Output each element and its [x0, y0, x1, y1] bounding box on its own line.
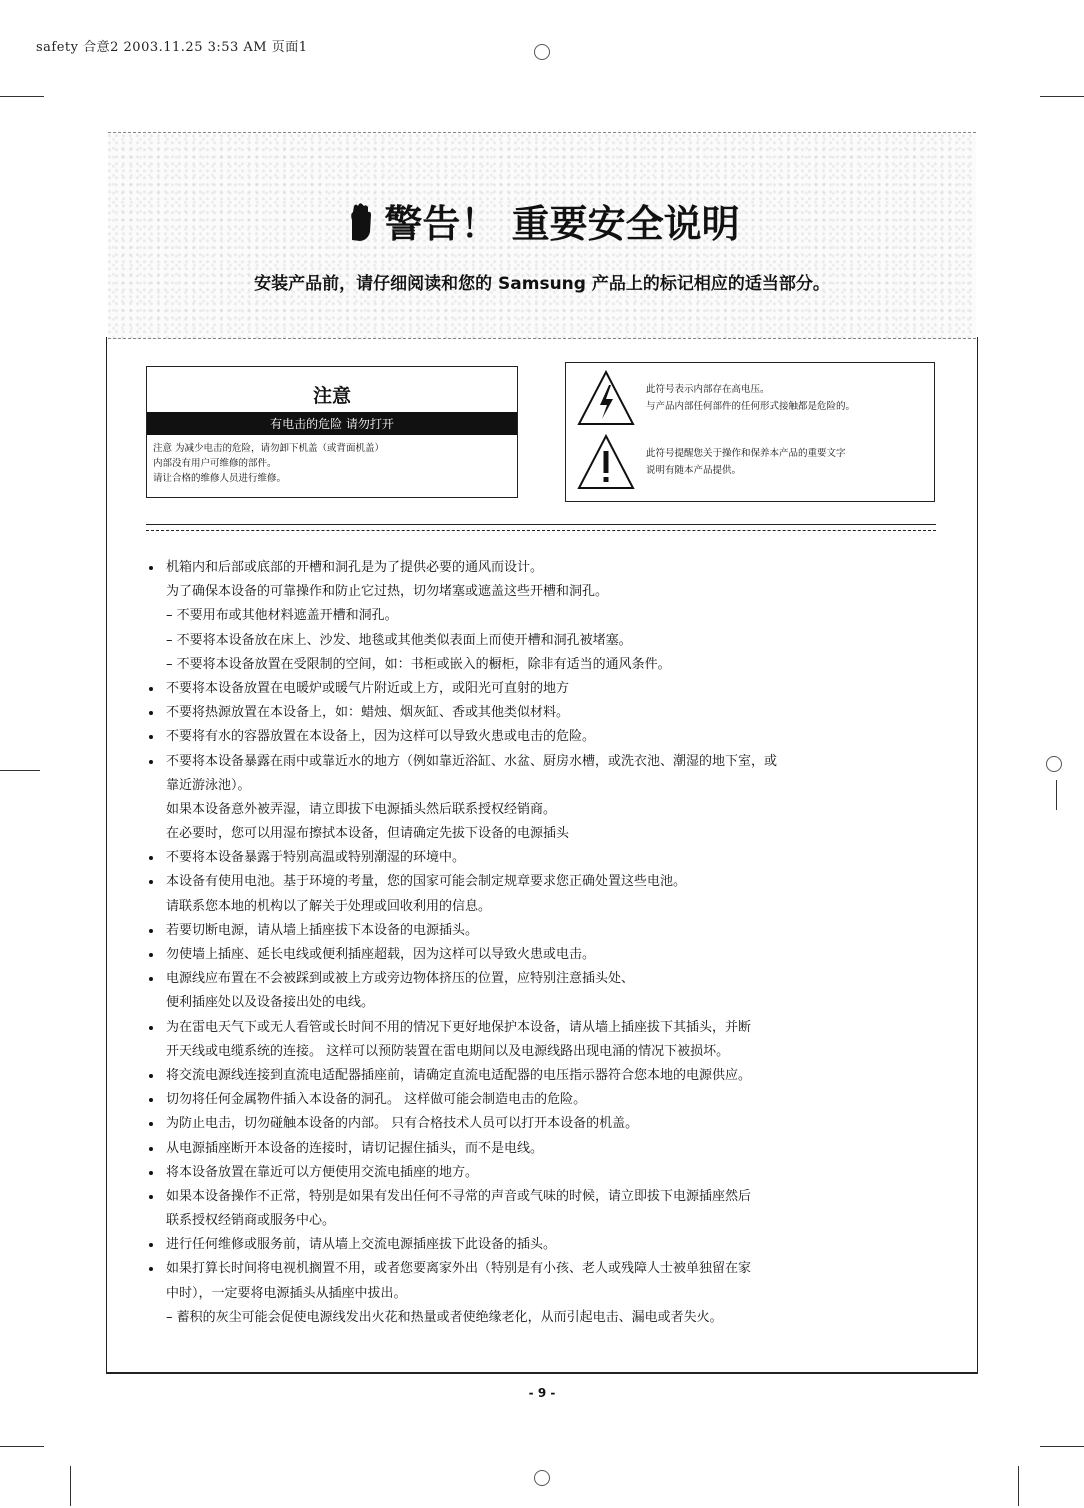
- registration-mark-icon: [534, 44, 550, 60]
- crop-mark: [1018, 1466, 1019, 1506]
- banner-subtitle: 安装产品前，请仔细阅读和您的 Samsung 产品上的标记相应的适当部分。: [254, 274, 830, 294]
- list-item-continuation: 请联系您本地的机构以了解关于处理或回收利用的信息。: [166, 898, 492, 914]
- crop-mark: [0, 1446, 44, 1447]
- list-item: 切勿将任何金属物件插入本设备的洞孔。 这样做可能会制造电击的危险。: [146, 1088, 946, 1112]
- list-item: 将本设备放置在靠近可以方便使用交流电插座的地方。: [146, 1161, 946, 1185]
- voltage-line: 与产品内部任何部件的任何形式接触都是危险的。: [646, 401, 856, 412]
- print-header: safety 合意2 2003.11.25 3:53 AM 页面1: [36, 40, 308, 55]
- list-item: 不要将本设备放置在电暖炉或暖气片附近或上方，或阳光可直射的地方: [146, 677, 946, 701]
- attention-symbol-text: [646, 445, 846, 479]
- hand-warning-icon: [344, 202, 374, 251]
- list-item: 不要将本设备暴露于特别高温或特别潮湿的环境中。: [146, 846, 946, 870]
- list-item: 本设备有使用电池。基于环境的考量，您的国家可能会制定规章要求您正确处置这些电池。: [146, 870, 946, 894]
- list-item-continuation: 如果本设备意外被弄湿，请立即拔下电源插头然后联系授权经销商。: [166, 801, 557, 817]
- list-item-continuation: 中时），一定要将电源插头从插座中拔出。: [166, 1285, 407, 1301]
- voltage-symbol-row: [574, 369, 930, 429]
- sub-item: – 不要将本设备放在床上、沙发、地毯或其他类似表面上而使开槽和洞孔被堵塞。: [166, 632, 632, 648]
- list-item: 勿使墙上插座、延长电线或便利插座超载，因为这样可以导致火患或电击。: [146, 943, 946, 967]
- list-item: 进行任何维修或服务前，请从墙上交流电源插座拔下此设备的插头。: [146, 1233, 946, 1257]
- caution-bar: 有电击的危险 请勿打开: [147, 412, 517, 435]
- caution-line: 内部没有用户可维修的部件。: [153, 458, 277, 469]
- crop-mark: [0, 770, 40, 771]
- list-item: 若要切断电源，请从墙上插座拔下本设备的电源插头。: [146, 919, 946, 943]
- page-number: - 9 -: [528, 1386, 556, 1400]
- voltage-line: 此符号表示内部存在高电压。: [646, 384, 770, 395]
- list-item: 为在雷电天气下或无人看管或长时间不用的情况下更好地保护本设备，请从墙上插座拔下其插头，并断: [146, 1016, 946, 1040]
- safety-instructions-list: [146, 556, 946, 1330]
- warning-banner: [108, 132, 976, 339]
- caution-text: [153, 441, 511, 486]
- sub-item: – 不要将本设备放置在受限制的空间，如：书柜或嵌入的橱柜，除非有适当的通风条件。: [166, 656, 671, 672]
- list-item-continuation: 靠近游泳池）。: [166, 777, 251, 793]
- attention-line: 此符号提醒您关于操作和保养本产品的重要文字: [646, 448, 846, 459]
- high-voltage-icon: [576, 369, 636, 427]
- crop-mark: [1040, 1446, 1084, 1447]
- list-item: 将交流电源线连接到直流电适配器插座前，请确定直流电适配器的电压指示器符合您本地的电源供应。: [146, 1064, 946, 1088]
- sub-item: – 蓄积的灰尘可能会促使电源线发出火花和热量或者使绝缘老化，从而引起电击、漏电或者失火。: [166, 1309, 723, 1325]
- caution-line: 请让合格的维修人员进行维修。: [153, 473, 287, 484]
- list-item-continuation: 在必要时，您可以用湿布擦拭本设备，但请确定先拔下设备的电源插头: [166, 826, 570, 842]
- list-item: 不要将热源放置在本设备上，如：蜡烛、烟灰缸、香或其他类似材料。: [146, 701, 946, 725]
- exclamation-triangle-icon: [576, 433, 636, 491]
- registration-mark-icon: [534, 1470, 550, 1486]
- list-item: 为防止电击，切勿碰触本设备的内部。 只有合格技术人员可以打开本设备的机盖。: [146, 1112, 946, 1136]
- sub-item: – 不要用布或其他材料遮盖开槽和洞孔。: [166, 608, 398, 624]
- divider: [146, 524, 936, 525]
- divider: [146, 530, 936, 531]
- banner-title: [108, 193, 976, 251]
- list-item: 电源线应布置在不会被踩到或被上方或旁边物体挤压的位置，应特别注意插头处、: [146, 967, 946, 991]
- list-item-continuation: 为了确保本设备的可靠操作和防止它过热，切勿堵塞或遮盖这些开槽和洞孔。: [166, 584, 609, 600]
- crop-mark: [70, 1466, 71, 1506]
- crop-mark: [0, 96, 44, 97]
- list-item: 不要将有水的容器放置在本设备上，因为这样可以导致火患或电击的危险。: [146, 725, 946, 749]
- caution-title: 注意: [312, 385, 351, 407]
- list-item: 从电源插座断开本设备的连接时，请切记握住插头，而不是电线。: [146, 1137, 946, 1161]
- crop-mark: [1056, 780, 1057, 810]
- voltage-symbol-text: [646, 381, 855, 415]
- caution-line: 注意 为减少电击的危险，请勿卸下机盖（或背面机盖）: [153, 443, 385, 454]
- list-item: 如果打算长时间将电视机搁置不用，或者您要离家外出（特别是有小孩、老人或残障人士被单独留在家: [146, 1257, 946, 1281]
- list-item-continuation: 便利插座处以及设备接出处的电线。: [166, 995, 375, 1011]
- list-item: 如果本设备操作不正常，特别是如果有发出任何不寻常的声音或气味的时候，请立即拔下电源插座然后: [146, 1185, 946, 1209]
- banner-title-text: 警告！ 重要安全说明: [384, 202, 740, 246]
- caution-box: [146, 366, 518, 498]
- symbol-explanation-box: [565, 362, 935, 502]
- list-item: 不要将本设备暴露在雨中或靠近水的地方（例如靠近浴缸、水盆、厨房水槽，或洗衣池、潮湿的地下室，或: [146, 750, 946, 774]
- attention-line: 说明有随本产品提供。: [646, 465, 742, 476]
- list-item-continuation: 开天线或电缆系统的连接。 这样可以预防装置在雷电期间以及电源线路出现电涌的情况下被损坏。: [166, 1043, 730, 1059]
- list-item: 机箱内和后部或底部的开槽和洞孔是为了提供必要的通风而设计。: [146, 556, 946, 580]
- list-item-continuation: 联系授权经销商或服务中心。: [166, 1213, 336, 1229]
- crop-mark: [1040, 96, 1084, 97]
- attention-symbol-row: [574, 433, 930, 493]
- registration-mark-icon: [1046, 756, 1062, 772]
